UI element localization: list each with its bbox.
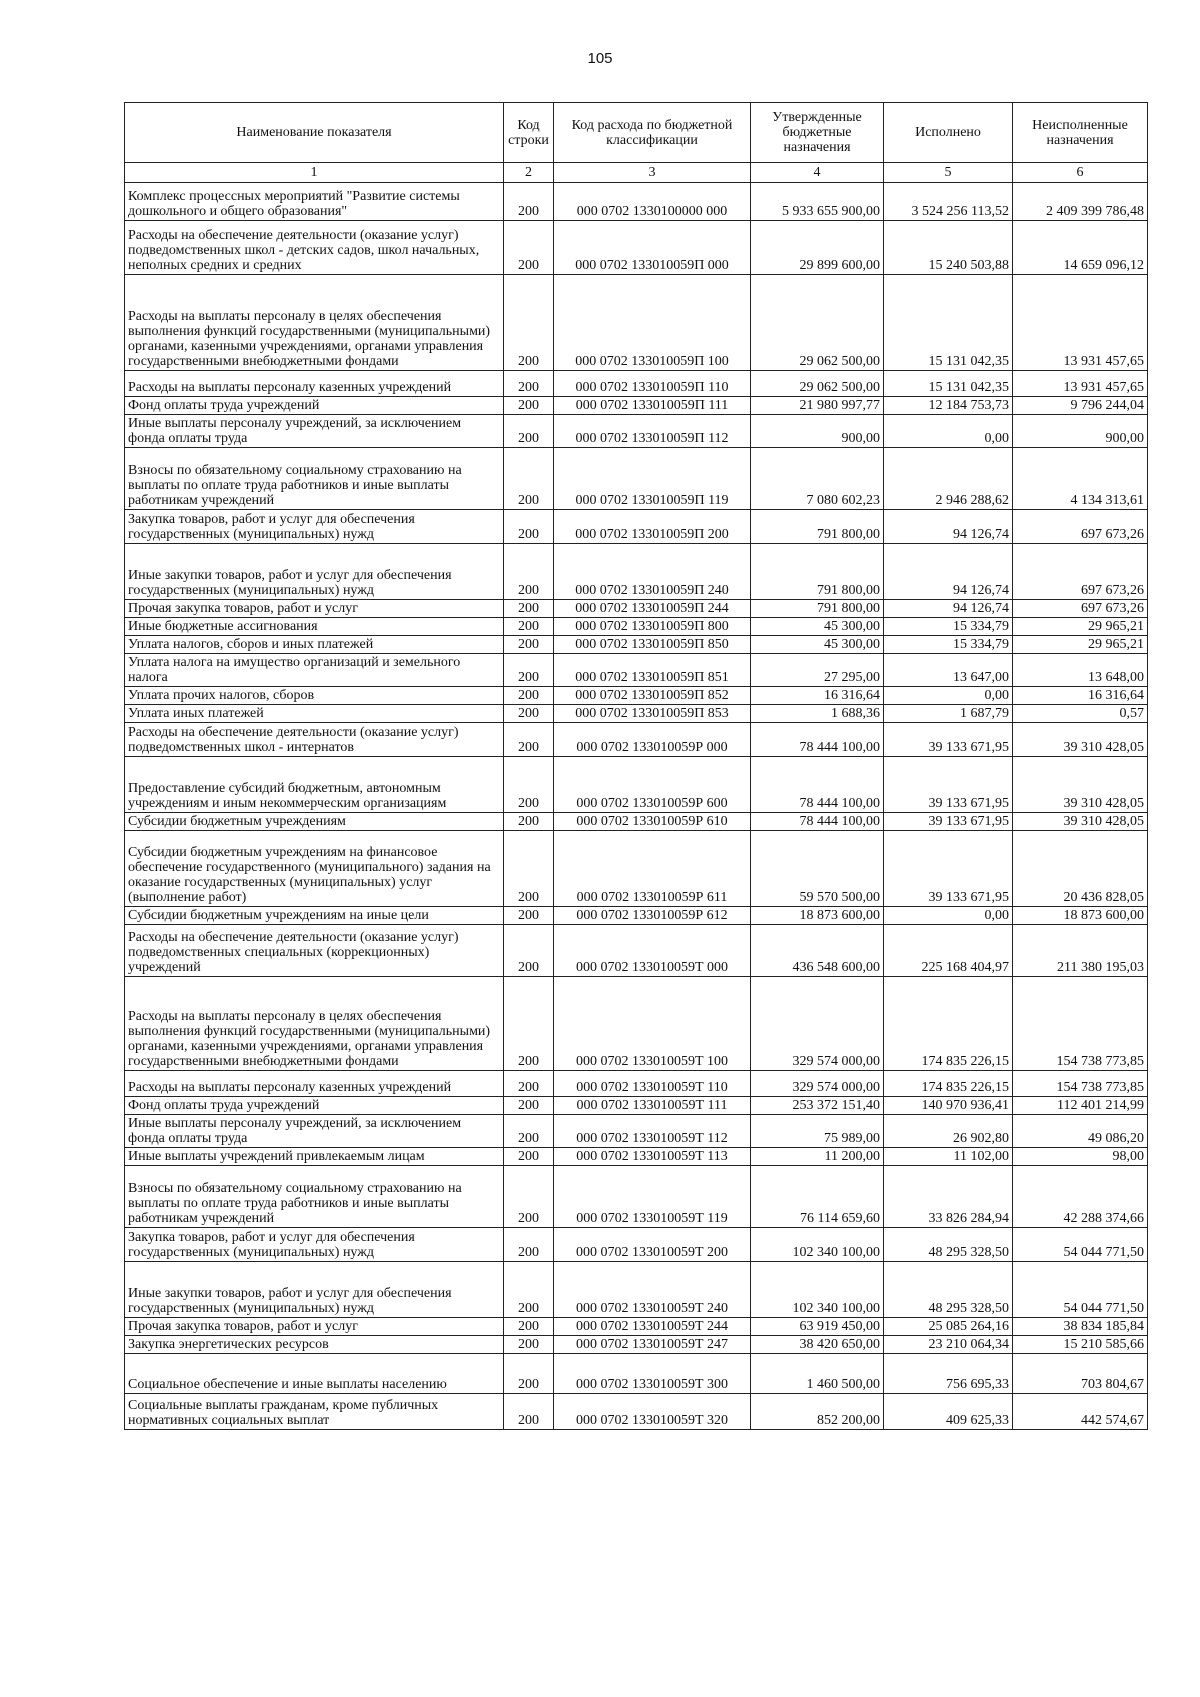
row-approved-amount: 1 688,36 bbox=[751, 705, 884, 723]
row-expense-code: 000 0702 133010059Т 300 bbox=[554, 1354, 751, 1394]
table-row bbox=[125, 397, 1148, 415]
table-row bbox=[125, 907, 1148, 925]
row-executed-amount: 2 946 288,62 bbox=[884, 448, 1013, 510]
table-row bbox=[125, 977, 1148, 1071]
row-expense-code: 000 0702 133010059П 111 bbox=[554, 397, 751, 415]
table-row bbox=[125, 618, 1148, 636]
row-unexecuted-amount: 14 659 096,12 bbox=[1013, 221, 1148, 275]
table-row bbox=[125, 371, 1148, 397]
row-indicator-name: Предоставление субсидий бюджетным, автономным учреждениям и иным некоммерческим организациям bbox=[125, 757, 504, 813]
table-row bbox=[125, 705, 1148, 723]
row-indicator-name: Комплекс процессных мероприятий "Развитие системы дошкольного и общего образования" bbox=[125, 183, 504, 221]
row-executed-amount: 33 826 284,94 bbox=[884, 1166, 1013, 1228]
table-row bbox=[125, 636, 1148, 654]
row-unexecuted-amount: 900,00 bbox=[1013, 415, 1148, 448]
row-executed-amount: 48 295 328,50 bbox=[884, 1262, 1013, 1318]
row-line-code: 200 bbox=[504, 813, 554, 831]
row-line-code: 200 bbox=[504, 183, 554, 221]
header-executed: Исполнено bbox=[884, 103, 1013, 163]
column-number: 2 bbox=[504, 163, 554, 183]
column-number: 1 bbox=[125, 163, 504, 183]
row-approved-amount: 59 570 500,00 bbox=[751, 831, 884, 907]
table-row bbox=[125, 654, 1148, 687]
table-row bbox=[125, 1318, 1148, 1336]
row-approved-amount: 791 800,00 bbox=[751, 544, 884, 600]
row-unexecuted-amount: 2 409 399 786,48 bbox=[1013, 183, 1148, 221]
row-line-code: 200 bbox=[504, 757, 554, 813]
row-executed-amount: 23 210 064,34 bbox=[884, 1336, 1013, 1354]
row-line-code: 200 bbox=[504, 925, 554, 977]
row-indicator-name: Уплата иных платежей bbox=[125, 705, 504, 723]
row-line-code: 200 bbox=[504, 831, 554, 907]
row-indicator-name: Расходы на выплаты персоналу в целях обеспечения выполнения функций государственными (муниципальными) органами, казенными учреждениями, органами управления государственными внебюджетными фондами bbox=[125, 275, 504, 371]
row-indicator-name: Иные выплаты персоналу учреждений, за исключением фонда оплаты труда bbox=[125, 415, 504, 448]
column-number: 3 bbox=[554, 163, 751, 183]
row-line-code: 200 bbox=[504, 654, 554, 687]
row-executed-amount: 0,00 bbox=[884, 687, 1013, 705]
column-number-row bbox=[125, 163, 1148, 183]
row-executed-amount: 26 902,80 bbox=[884, 1115, 1013, 1148]
table-header-row bbox=[125, 103, 1148, 163]
row-approved-amount: 102 340 100,00 bbox=[751, 1228, 884, 1262]
row-expense-code: 000 0702 133010059П 800 bbox=[554, 618, 751, 636]
row-expense-code: 000 0702 133010059Т 111 bbox=[554, 1097, 751, 1115]
row-executed-amount: 15 334,79 bbox=[884, 618, 1013, 636]
row-executed-amount: 94 126,74 bbox=[884, 510, 1013, 544]
row-line-code: 200 bbox=[504, 371, 554, 397]
row-line-code: 200 bbox=[504, 397, 554, 415]
row-expense-code: 000 0702 133010059П 850 bbox=[554, 636, 751, 654]
header-unexecuted: Неисполненные назначения bbox=[1013, 103, 1148, 163]
row-indicator-name: Расходы на выплаты персоналу в целях обеспечения выполнения функций государственными (муниципальными) органами, казенными учреждениями, органами управления государственными внебюджетными фондами bbox=[125, 977, 504, 1071]
row-indicator-name: Социальные выплаты гражданам, кроме публичных нормативных социальных выплат bbox=[125, 1394, 504, 1430]
row-line-code: 200 bbox=[504, 1115, 554, 1148]
row-unexecuted-amount: 29 965,21 bbox=[1013, 618, 1148, 636]
row-approved-amount: 29 062 500,00 bbox=[751, 371, 884, 397]
row-expense-code: 000 0702 133010059Т 112 bbox=[554, 1115, 751, 1148]
row-executed-amount: 0,00 bbox=[884, 415, 1013, 448]
row-executed-amount: 48 295 328,50 bbox=[884, 1228, 1013, 1262]
row-indicator-name: Социальное обеспечение и иные выплаты населению bbox=[125, 1354, 504, 1394]
row-expense-code: 000 0702 133010059П 200 bbox=[554, 510, 751, 544]
row-approved-amount: 253 372 151,40 bbox=[751, 1097, 884, 1115]
row-expense-code: 000 0702 133010059П 240 bbox=[554, 544, 751, 600]
row-line-code: 200 bbox=[504, 1071, 554, 1097]
row-indicator-name: Расходы на обеспечение деятельности (оказание услуг) подведомственных школ - интернатов bbox=[125, 723, 504, 757]
row-approved-amount: 75 989,00 bbox=[751, 1115, 884, 1148]
row-line-code: 200 bbox=[504, 705, 554, 723]
row-line-code: 200 bbox=[504, 907, 554, 925]
column-number: 4 bbox=[751, 163, 884, 183]
row-indicator-name: Взносы по обязательному социальному страхованию на выплаты по оплате труда работников и иные выплаты работникам учреждений bbox=[125, 448, 504, 510]
row-indicator-name: Расходы на обеспечение деятельности (оказание услуг) подведомственных школ - детских садов, школ начальных, неполных средних и средних bbox=[125, 221, 504, 275]
row-executed-amount: 0,00 bbox=[884, 907, 1013, 925]
row-expense-code: 000 0702 133010059Т 320 bbox=[554, 1394, 751, 1430]
row-expense-code: 000 0702 133010059П 112 bbox=[554, 415, 751, 448]
table-row bbox=[125, 221, 1148, 275]
row-indicator-name: Прочая закупка товаров, работ и услуг bbox=[125, 600, 504, 618]
row-unexecuted-amount: 112 401 214,99 bbox=[1013, 1097, 1148, 1115]
row-expense-code: 000 0702 133010059П 244 bbox=[554, 600, 751, 618]
row-unexecuted-amount: 15 210 585,66 bbox=[1013, 1336, 1148, 1354]
row-line-code: 200 bbox=[504, 1148, 554, 1166]
row-indicator-name: Уплата налогов, сборов и иных платежей bbox=[125, 636, 504, 654]
row-line-code: 200 bbox=[504, 687, 554, 705]
table-row bbox=[125, 1394, 1148, 1430]
row-executed-amount: 15 131 042,35 bbox=[884, 275, 1013, 371]
row-indicator-name: Иные выплаты учреждений привлекаемым лицам bbox=[125, 1148, 504, 1166]
row-expense-code: 000 0702 133010059Р 611 bbox=[554, 831, 751, 907]
table-row bbox=[125, 757, 1148, 813]
table-row bbox=[125, 1071, 1148, 1097]
row-line-code: 200 bbox=[504, 1354, 554, 1394]
row-line-code: 200 bbox=[504, 1318, 554, 1336]
row-executed-amount: 12 184 753,73 bbox=[884, 397, 1013, 415]
row-expense-code: 000 0702 133010059П 110 bbox=[554, 371, 751, 397]
row-indicator-name: Взносы по обязательному социальному страхованию на выплаты по оплате труда работников и иные выплаты работникам учреждений bbox=[125, 1166, 504, 1228]
row-approved-amount: 76 114 659,60 bbox=[751, 1166, 884, 1228]
row-line-code: 200 bbox=[504, 1097, 554, 1115]
row-indicator-name: Иные бюджетные ассигнования bbox=[125, 618, 504, 636]
row-expense-code: 000 0702 133010059П 100 bbox=[554, 275, 751, 371]
row-line-code: 200 bbox=[504, 600, 554, 618]
row-indicator-name: Закупка энергетических ресурсов bbox=[125, 1336, 504, 1354]
row-unexecuted-amount: 20 436 828,05 bbox=[1013, 831, 1148, 907]
row-indicator-name: Субсидии бюджетным учреждениям на финансовое обеспечение государственного (муниципального) задания на оказание государственных (муниципальных) услуг (выполнение работ) bbox=[125, 831, 504, 907]
table-row bbox=[125, 831, 1148, 907]
table-row bbox=[125, 1336, 1148, 1354]
row-unexecuted-amount: 42 288 374,66 bbox=[1013, 1166, 1148, 1228]
row-approved-amount: 27 295,00 bbox=[751, 654, 884, 687]
row-unexecuted-amount: 697 673,26 bbox=[1013, 510, 1148, 544]
row-expense-code: 000 0702 133010059П 853 bbox=[554, 705, 751, 723]
row-indicator-name: Прочая закупка товаров, работ и услуг bbox=[125, 1318, 504, 1336]
row-expense-code: 000 0702 133010059П 851 bbox=[554, 654, 751, 687]
row-line-code: 200 bbox=[504, 415, 554, 448]
row-expense-code: 000 0702 133010059Т 100 bbox=[554, 977, 751, 1071]
row-executed-amount: 94 126,74 bbox=[884, 600, 1013, 618]
row-indicator-name: Иные закупки товаров, работ и услуг для обеспечения государственных (муниципальных) нужд bbox=[125, 1262, 504, 1318]
row-approved-amount: 11 200,00 bbox=[751, 1148, 884, 1166]
row-line-code: 200 bbox=[504, 448, 554, 510]
row-line-code: 200 bbox=[504, 723, 554, 757]
row-approved-amount: 29 062 500,00 bbox=[751, 275, 884, 371]
header-indicator-name: Наименование показателя bbox=[125, 103, 504, 163]
row-expense-code: 000 0702 1330100000 000 bbox=[554, 183, 751, 221]
row-line-code: 200 bbox=[504, 977, 554, 1071]
row-line-code: 200 bbox=[504, 510, 554, 544]
row-approved-amount: 5 933 655 900,00 bbox=[751, 183, 884, 221]
table-row bbox=[125, 1097, 1148, 1115]
row-approved-amount: 45 300,00 bbox=[751, 618, 884, 636]
row-line-code: 200 bbox=[504, 1262, 554, 1318]
row-executed-amount: 140 970 936,41 bbox=[884, 1097, 1013, 1115]
header-expense-code: Код расхода по бюджетной классификации bbox=[554, 103, 751, 163]
row-expense-code: 000 0702 133010059Р 610 bbox=[554, 813, 751, 831]
row-indicator-name: Уплата прочих налогов, сборов bbox=[125, 687, 504, 705]
header-approved: Утвержденные бюджетные назначения bbox=[751, 103, 884, 163]
row-executed-amount: 3 524 256 113,52 bbox=[884, 183, 1013, 221]
row-expense-code: 000 0702 133010059Т 200 bbox=[554, 1228, 751, 1262]
row-unexecuted-amount: 697 673,26 bbox=[1013, 600, 1148, 618]
row-unexecuted-amount: 697 673,26 bbox=[1013, 544, 1148, 600]
table-row bbox=[125, 544, 1148, 600]
row-executed-amount: 225 168 404,97 bbox=[884, 925, 1013, 977]
row-executed-amount: 94 126,74 bbox=[884, 544, 1013, 600]
row-approved-amount: 102 340 100,00 bbox=[751, 1262, 884, 1318]
row-executed-amount: 13 647,00 bbox=[884, 654, 1013, 687]
row-approved-amount: 16 316,64 bbox=[751, 687, 884, 705]
row-executed-amount: 15 131 042,35 bbox=[884, 371, 1013, 397]
row-expense-code: 000 0702 133010059Т 113 bbox=[554, 1148, 751, 1166]
row-approved-amount: 38 420 650,00 bbox=[751, 1336, 884, 1354]
row-approved-amount: 21 980 997,77 bbox=[751, 397, 884, 415]
row-line-code: 200 bbox=[504, 1166, 554, 1228]
table-row bbox=[125, 510, 1148, 544]
row-indicator-name: Иные выплаты персоналу учреждений, за исключением фонда оплаты труда bbox=[125, 1115, 504, 1148]
row-indicator-name: Закупка товаров, работ и услуг для обеспечения государственных (муниципальных) нужд bbox=[125, 510, 504, 544]
row-approved-amount: 7 080 602,23 bbox=[751, 448, 884, 510]
row-unexecuted-amount: 54 044 771,50 bbox=[1013, 1262, 1148, 1318]
row-unexecuted-amount: 442 574,67 bbox=[1013, 1394, 1148, 1430]
row-executed-amount: 11 102,00 bbox=[884, 1148, 1013, 1166]
budget-execution-table bbox=[124, 102, 1148, 1430]
row-expense-code: 000 0702 133010059П 119 bbox=[554, 448, 751, 510]
column-number: 6 bbox=[1013, 163, 1148, 183]
table-row bbox=[125, 723, 1148, 757]
row-approved-amount: 852 200,00 bbox=[751, 1394, 884, 1430]
table-row bbox=[125, 813, 1148, 831]
table-row bbox=[125, 1354, 1148, 1394]
row-unexecuted-amount: 13 931 457,65 bbox=[1013, 371, 1148, 397]
row-indicator-name: Расходы на обеспечение деятельности (оказание услуг) подведомственных специальных (коррекционных) учреждений bbox=[125, 925, 504, 977]
row-expense-code: 000 0702 133010059Р 000 bbox=[554, 723, 751, 757]
row-executed-amount: 409 625,33 bbox=[884, 1394, 1013, 1430]
row-expense-code: 000 0702 133010059П 852 bbox=[554, 687, 751, 705]
row-expense-code: 000 0702 133010059П 000 bbox=[554, 221, 751, 275]
row-unexecuted-amount: 0,57 bbox=[1013, 705, 1148, 723]
row-approved-amount: 45 300,00 bbox=[751, 636, 884, 654]
row-unexecuted-amount: 211 380 195,03 bbox=[1013, 925, 1148, 977]
table-row bbox=[125, 415, 1148, 448]
row-executed-amount: 25 085 264,16 bbox=[884, 1318, 1013, 1336]
row-approved-amount: 29 899 600,00 bbox=[751, 221, 884, 275]
row-indicator-name: Уплата налога на имущество организаций и земельного налога bbox=[125, 654, 504, 687]
row-line-code: 200 bbox=[504, 1394, 554, 1430]
row-approved-amount: 18 873 600,00 bbox=[751, 907, 884, 925]
row-unexecuted-amount: 29 965,21 bbox=[1013, 636, 1148, 654]
row-unexecuted-amount: 98,00 bbox=[1013, 1148, 1148, 1166]
row-unexecuted-amount: 38 834 185,84 bbox=[1013, 1318, 1148, 1336]
table-row bbox=[125, 1228, 1148, 1262]
row-unexecuted-amount: 18 873 600,00 bbox=[1013, 907, 1148, 925]
row-executed-amount: 39 133 671,95 bbox=[884, 813, 1013, 831]
row-line-code: 200 bbox=[504, 544, 554, 600]
row-indicator-name: Фонд оплаты труда учреждений bbox=[125, 1097, 504, 1115]
row-approved-amount: 436 548 600,00 bbox=[751, 925, 884, 977]
table-row bbox=[125, 183, 1148, 221]
row-executed-amount: 1 687,79 bbox=[884, 705, 1013, 723]
row-executed-amount: 756 695,33 bbox=[884, 1354, 1013, 1394]
row-unexecuted-amount: 703 804,67 bbox=[1013, 1354, 1148, 1394]
row-line-code: 200 bbox=[504, 1228, 554, 1262]
row-unexecuted-amount: 39 310 428,05 bbox=[1013, 723, 1148, 757]
row-approved-amount: 329 574 000,00 bbox=[751, 1071, 884, 1097]
page-number: 105 bbox=[587, 50, 613, 67]
row-approved-amount: 329 574 000,00 bbox=[751, 977, 884, 1071]
row-line-code: 200 bbox=[504, 618, 554, 636]
row-expense-code: 000 0702 133010059Т 244 bbox=[554, 1318, 751, 1336]
row-expense-code: 000 0702 133010059Т 110 bbox=[554, 1071, 751, 1097]
row-approved-amount: 63 919 450,00 bbox=[751, 1318, 884, 1336]
row-indicator-name: Расходы на выплаты персоналу казенных учреждений bbox=[125, 1071, 504, 1097]
table-row bbox=[125, 1148, 1148, 1166]
table-row bbox=[125, 687, 1148, 705]
row-approved-amount: 78 444 100,00 bbox=[751, 813, 884, 831]
row-unexecuted-amount: 13 931 457,65 bbox=[1013, 275, 1148, 371]
row-approved-amount: 900,00 bbox=[751, 415, 884, 448]
row-approved-amount: 1 460 500,00 bbox=[751, 1354, 884, 1394]
row-executed-amount: 39 133 671,95 bbox=[884, 757, 1013, 813]
row-line-code: 200 bbox=[504, 1336, 554, 1354]
row-expense-code: 000 0702 133010059Т 240 bbox=[554, 1262, 751, 1318]
row-executed-amount: 174 835 226,15 bbox=[884, 1071, 1013, 1097]
row-indicator-name: Расходы на выплаты персоналу казенных учреждений bbox=[125, 371, 504, 397]
row-unexecuted-amount: 154 738 773,85 bbox=[1013, 1071, 1148, 1097]
row-executed-amount: 15 334,79 bbox=[884, 636, 1013, 654]
table-row bbox=[125, 1262, 1148, 1318]
row-indicator-name: Иные закупки товаров, работ и услуг для обеспечения государственных (муниципальных) нужд bbox=[125, 544, 504, 600]
row-unexecuted-amount: 4 134 313,61 bbox=[1013, 448, 1148, 510]
table-row bbox=[125, 448, 1148, 510]
row-unexecuted-amount: 49 086,20 bbox=[1013, 1115, 1148, 1148]
row-expense-code: 000 0702 133010059Т 247 bbox=[554, 1336, 751, 1354]
row-executed-amount: 15 240 503,88 bbox=[884, 221, 1013, 275]
row-executed-amount: 174 835 226,15 bbox=[884, 977, 1013, 1071]
row-unexecuted-amount: 154 738 773,85 bbox=[1013, 977, 1148, 1071]
row-expense-code: 000 0702 133010059Т 000 bbox=[554, 925, 751, 977]
row-expense-code: 000 0702 133010059Т 119 bbox=[554, 1166, 751, 1228]
row-indicator-name: Субсидии бюджетным учреждениям bbox=[125, 813, 504, 831]
row-unexecuted-amount: 39 310 428,05 bbox=[1013, 813, 1148, 831]
row-executed-amount: 39 133 671,95 bbox=[884, 723, 1013, 757]
table-row bbox=[125, 275, 1148, 371]
table-row bbox=[125, 600, 1148, 618]
row-unexecuted-amount: 39 310 428,05 bbox=[1013, 757, 1148, 813]
row-approved-amount: 791 800,00 bbox=[751, 510, 884, 544]
row-unexecuted-amount: 54 044 771,50 bbox=[1013, 1228, 1148, 1262]
row-expense-code: 000 0702 133010059Р 612 bbox=[554, 907, 751, 925]
row-line-code: 200 bbox=[504, 636, 554, 654]
table-row bbox=[125, 1166, 1148, 1228]
row-unexecuted-amount: 13 648,00 bbox=[1013, 654, 1148, 687]
row-executed-amount: 39 133 671,95 bbox=[884, 831, 1013, 907]
row-indicator-name: Фонд оплаты труда учреждений bbox=[125, 397, 504, 415]
row-line-code: 200 bbox=[504, 275, 554, 371]
row-approved-amount: 791 800,00 bbox=[751, 600, 884, 618]
row-unexecuted-amount: 9 796 244,04 bbox=[1013, 397, 1148, 415]
row-unexecuted-amount: 16 316,64 bbox=[1013, 687, 1148, 705]
row-approved-amount: 78 444 100,00 bbox=[751, 723, 884, 757]
row-line-code: 200 bbox=[504, 221, 554, 275]
row-indicator-name: Закупка товаров, работ и услуг для обеспечения государственных (муниципальных) нужд bbox=[125, 1228, 504, 1262]
header-line-code: Код строки bbox=[504, 103, 554, 163]
row-indicator-name: Субсидии бюджетным учреждениям на иные цели bbox=[125, 907, 504, 925]
table-row bbox=[125, 1115, 1148, 1148]
row-approved-amount: 78 444 100,00 bbox=[751, 757, 884, 813]
column-number: 5 bbox=[884, 163, 1013, 183]
row-expense-code: 000 0702 133010059Р 600 bbox=[554, 757, 751, 813]
table-row bbox=[125, 925, 1148, 977]
